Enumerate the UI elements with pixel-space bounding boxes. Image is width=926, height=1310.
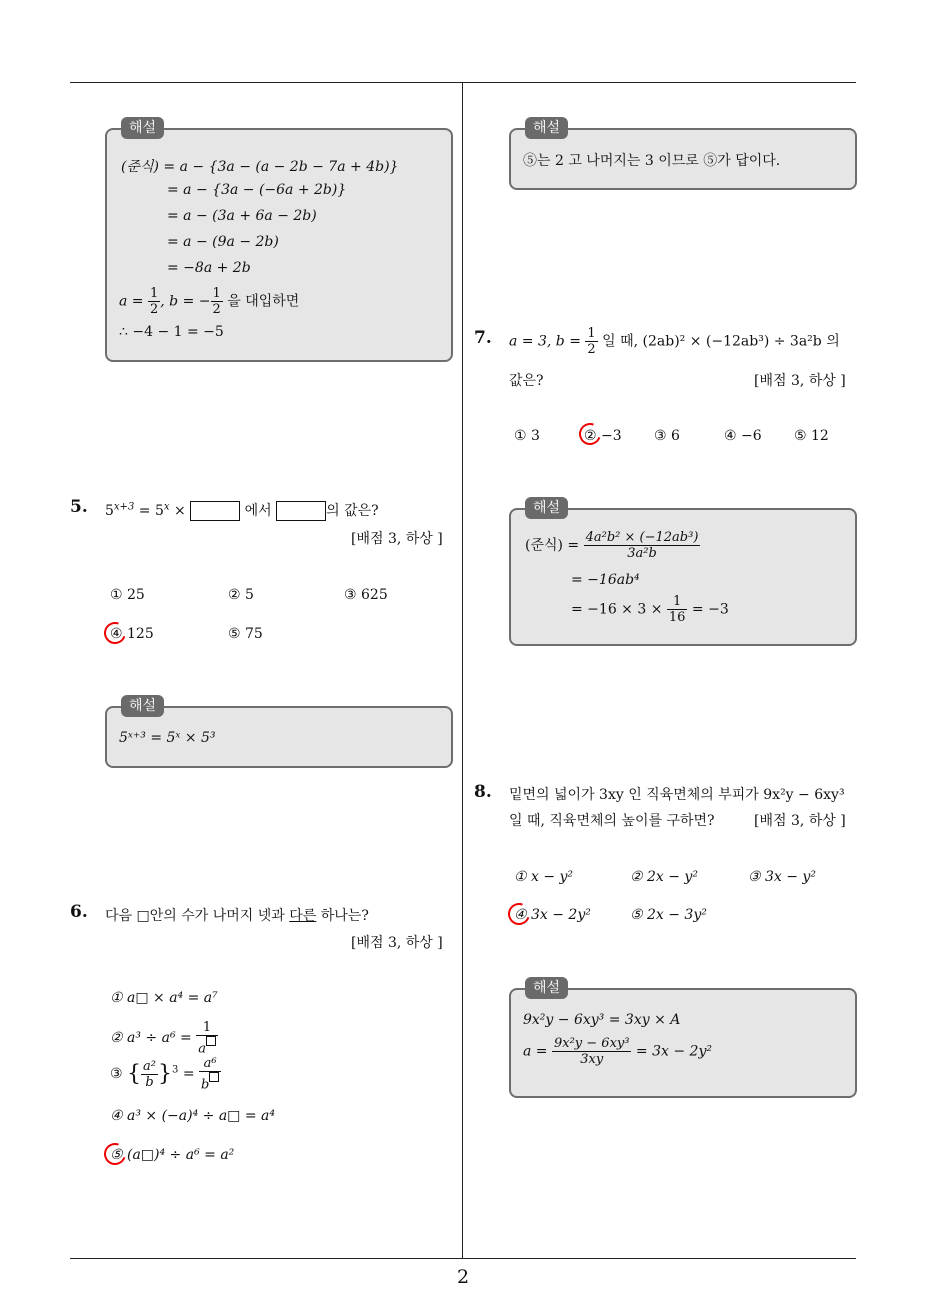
score-label: [배점 3, 하상 ]: [754, 373, 846, 389]
score-label: [배점 3, 하상 ]: [754, 813, 846, 829]
page-number: 2: [456, 1266, 470, 1288]
option-1[interactable]: ① x − y²: [514, 869, 574, 885]
solution-tag: 해설: [121, 695, 164, 717]
blank-box: [190, 501, 240, 521]
solution-box-q7: [509, 500, 857, 646]
solution-tag: 해설: [121, 117, 164, 139]
option-3[interactable]: ③ 625: [344, 587, 388, 603]
fraction-expression: $\frac{\text{9x²y − 6xy³}}{3xy}$: [553, 1036, 630, 1067]
option-1[interactable]: ① 3: [514, 428, 540, 444]
solution-tag: 해설: [525, 977, 568, 999]
option-2[interactable]: ② 5: [228, 587, 254, 603]
bottom-rule: [70, 1258, 856, 1259]
solution-conclusion: ∴ −4 − 1 = −5: [119, 324, 224, 340]
solution-line: (준식) = a − {3a − (a − 2b − 7a + 4b)}: [121, 159, 399, 175]
option-1[interactable]: ① 25: [110, 587, 145, 603]
question-number: 7.: [474, 328, 492, 348]
solution-line: = −16ab⁴: [571, 572, 640, 588]
solution-line: = a − (9a − 2b): [167, 234, 279, 250]
solution-box-q5: [105, 698, 453, 768]
blank-box: [276, 501, 326, 521]
option-1[interactable]: ① a□ × a⁴ = a⁷: [110, 990, 218, 1006]
question-text-line2: 값은?: [509, 373, 544, 389]
option-2[interactable]: ② −3: [584, 428, 622, 444]
question-text: a = 3, b = $\frac{1}{2}$ 일 때, (2ab)² × (−12ab³) ÷ 3a²b 의: [509, 326, 840, 357]
question-number: 6.: [70, 902, 88, 922]
fraction-one-over-a-box: $\frac{1}{a}$: [196, 1020, 218, 1056]
top-rule: [70, 82, 856, 83]
answer-circle-mark: [575, 419, 604, 448]
solution-tag: 해설: [525, 497, 568, 519]
question-text-line2: 일 때, 직육면체의 높이를 구하면?: [509, 813, 715, 829]
option-4[interactable]: ④ a³ × (−a)⁴ ÷ a□ = a⁴: [110, 1108, 275, 1124]
option-5[interactable]: ⑤ 75: [228, 626, 263, 642]
fraction-a6-over-b-box: $\frac{\text{a⁶}}{b}$: [199, 1056, 221, 1092]
answer-circle-mark: [100, 618, 129, 647]
score-label: [배점 3, 하상 ]: [351, 531, 443, 547]
solution-line: a = $\frac{\text{9x²y − 6xy³}}{3xy}$ = 3x − 2y²: [523, 1036, 712, 1067]
question-number: 8.: [474, 782, 492, 802]
option-3[interactable]: ③ 3x − y²: [748, 869, 816, 885]
solution-line: (준식) = $\frac{\text{4a²b² × (−12ab³)}}{\text{3a²b}}$: [525, 530, 699, 561]
option-5[interactable]: ⑤ 2x − 3y²: [630, 907, 707, 923]
option-4[interactable]: ④ −6: [724, 428, 762, 444]
fraction-expression: $\frac{\text{4a²b² × (−12ab³)}}{\text{3a²b}}$: [585, 530, 699, 561]
solution-line: = −16 × 3 × $\frac{1}{16}$ = −3: [571, 594, 729, 625]
fraction-one-half: $\frac{1}{2}$: [212, 286, 221, 317]
solution-line: = a − {3a − (−6a + 2b)}: [167, 182, 347, 198]
question-text: 다음 □안의 수가 나머지 넷과 다른 하나는?: [105, 908, 369, 924]
solution-box-q4: [105, 120, 453, 362]
question-number: 5.: [70, 497, 88, 517]
option-3[interactable]: ③ 6: [654, 428, 680, 444]
solution-line: = −8a + 2b: [167, 260, 251, 276]
option-4[interactable]: ④ 3x − 2y²: [514, 907, 591, 923]
solution-box-q8: [509, 980, 857, 1098]
solution-box-q6: [509, 120, 857, 190]
option-5[interactable]: ⑤ (a□)⁴ ÷ a⁶ = a²: [110, 1147, 235, 1163]
fraction-one-half: $\frac{1}{2}$: [149, 286, 159, 317]
column-divider: [462, 83, 463, 1259]
fraction-one-sixteenth: $\frac{1}{16}$: [668, 594, 686, 625]
option-4[interactable]: ④ 125: [110, 626, 154, 642]
score-label: [배점 3, 하상 ]: [351, 935, 443, 951]
fraction-one-half: $\frac{1}{2}$: [587, 326, 596, 357]
question-text: 밑면의 넓이가 3xy 인 직육면체의 부피가 9x²y − 6xy³: [509, 787, 845, 803]
solution-line: 5ˣ⁺³ = 5ˣ × 5³: [119, 730, 216, 746]
solution-line: ⑤는 2 고 나머지는 3 이므로 ⑤가 답이다.: [523, 153, 781, 169]
answer-circle-mark: [504, 899, 533, 928]
option-3[interactable]: ③ { $\frac{\text{a²}}{b}$ }$^3$ = $\frac{\text{a⁶}}{b}$: [110, 1056, 221, 1092]
question-text: $5^{x+3} = 5^x$ × 에서 의 값은?: [105, 501, 379, 519]
answer-circle-mark: [100, 1139, 129, 1168]
solution-substitution-line: a = $\frac{1}{2}$ , b = − $\frac{1}{2}$ 을 대입하면: [119, 286, 300, 317]
option-5[interactable]: ⑤ 12: [794, 428, 829, 444]
solution-line: 9x²y − 6xy³ = 3xy × A: [523, 1012, 681, 1028]
option-2[interactable]: ② 2x − y²: [630, 869, 698, 885]
solution-line: = a − (3a + 6a − 2b): [167, 208, 317, 224]
option-2[interactable]: ② a³ ÷ a⁶ = $\frac{1}{a}$: [110, 1020, 218, 1056]
fraction-a2-over-b: $\frac{\text{a²}}{b}$: [143, 1058, 156, 1090]
solution-tag: 해설: [525, 117, 568, 139]
